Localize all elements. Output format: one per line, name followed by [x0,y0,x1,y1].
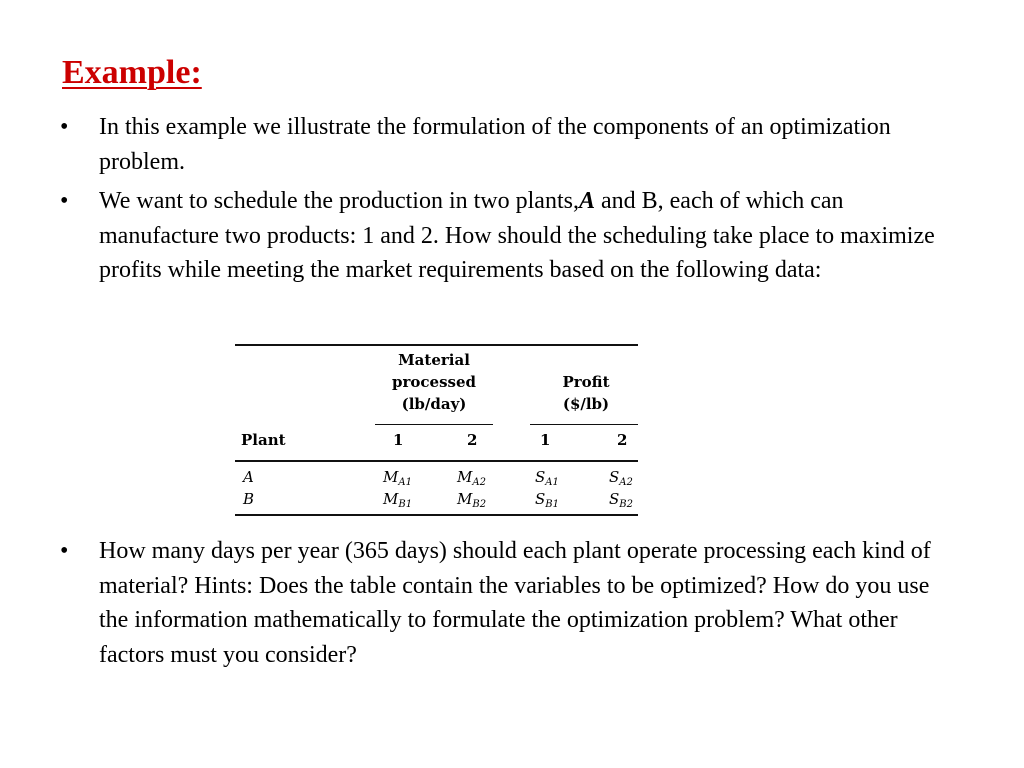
column-header-material-2: 2 [467,431,478,449]
data-table [235,344,638,519]
cell-symbol: S [609,490,620,508]
bullet-question [56,534,961,672]
column-header-material-1: 1 [393,431,404,449]
cell-subscript: B1 [545,499,559,510]
column-header-profit-1: 1 [540,431,551,449]
table-top-rule [235,344,638,346]
bullet-intro [56,110,961,179]
cell-symbol: S [535,490,546,508]
profit-group-header [537,372,635,416]
table-cell-plant: B [243,490,255,508]
cell-subscript: A1 [398,477,412,488]
bullet-text-before: We want to schedule the production in two plants, [99,188,579,214]
header-line: Profit [562,373,610,391]
slide-title: Example: [62,54,202,91]
bullet-marker: • [60,538,69,564]
bullet-problem [56,184,961,288]
header-line: Material [398,351,470,369]
plant-a-emphasis: A [578,188,595,214]
bullet-text: How many days per year (365 days) should each plant operate processing each kind of material? Hints: Does the table contain the variables to be optimized? How do you use the information mathematically to formulate the optimization problem? What other factors must you consider? [99,538,931,668]
bullet-marker: • [60,114,69,140]
table-cell [383,489,412,515]
table-header-rule [235,460,638,462]
cell-symbol: S [535,468,546,486]
cell-subscript: A1 [545,477,559,488]
material-group-header [375,350,493,416]
bullet-marker: • [60,188,69,214]
cell-symbol: M [457,468,473,486]
header-line: processed [392,373,476,391]
cell-subscript: B1 [398,499,413,510]
column-header-profit-2: 2 [617,431,628,449]
cell-symbol: M [383,468,399,486]
cell-symbol: S [609,468,620,486]
table-cell [535,489,559,515]
cell-subscript: A2 [472,477,486,488]
table-cell-plant: A [243,468,254,486]
cell-symbol: M [383,490,399,508]
cell-subscript: B2 [472,499,487,510]
material-group-rule [375,424,493,425]
table-cell [457,489,486,515]
header-line: ($/lb) [562,395,610,413]
bullet-text [99,184,961,288]
bullet-text-after: and B, each of which can manufacture two products: 1 and 2. How should the scheduling take place to maximize profits while meeting the market requirements based on the following data: [99,188,935,283]
column-header-plant: Plant [241,431,286,449]
cell-subscript: A2 [619,477,633,488]
bullet-text: In this example we illustrate the formulation of the components of an optimization problem. [99,114,891,175]
profit-group-rule [530,424,638,425]
table-bottom-rule [235,514,638,516]
cell-subscript: B2 [619,499,633,510]
cell-symbol: M [457,490,473,508]
table-cell [609,489,633,515]
header-line: (lb/day) [401,395,467,413]
